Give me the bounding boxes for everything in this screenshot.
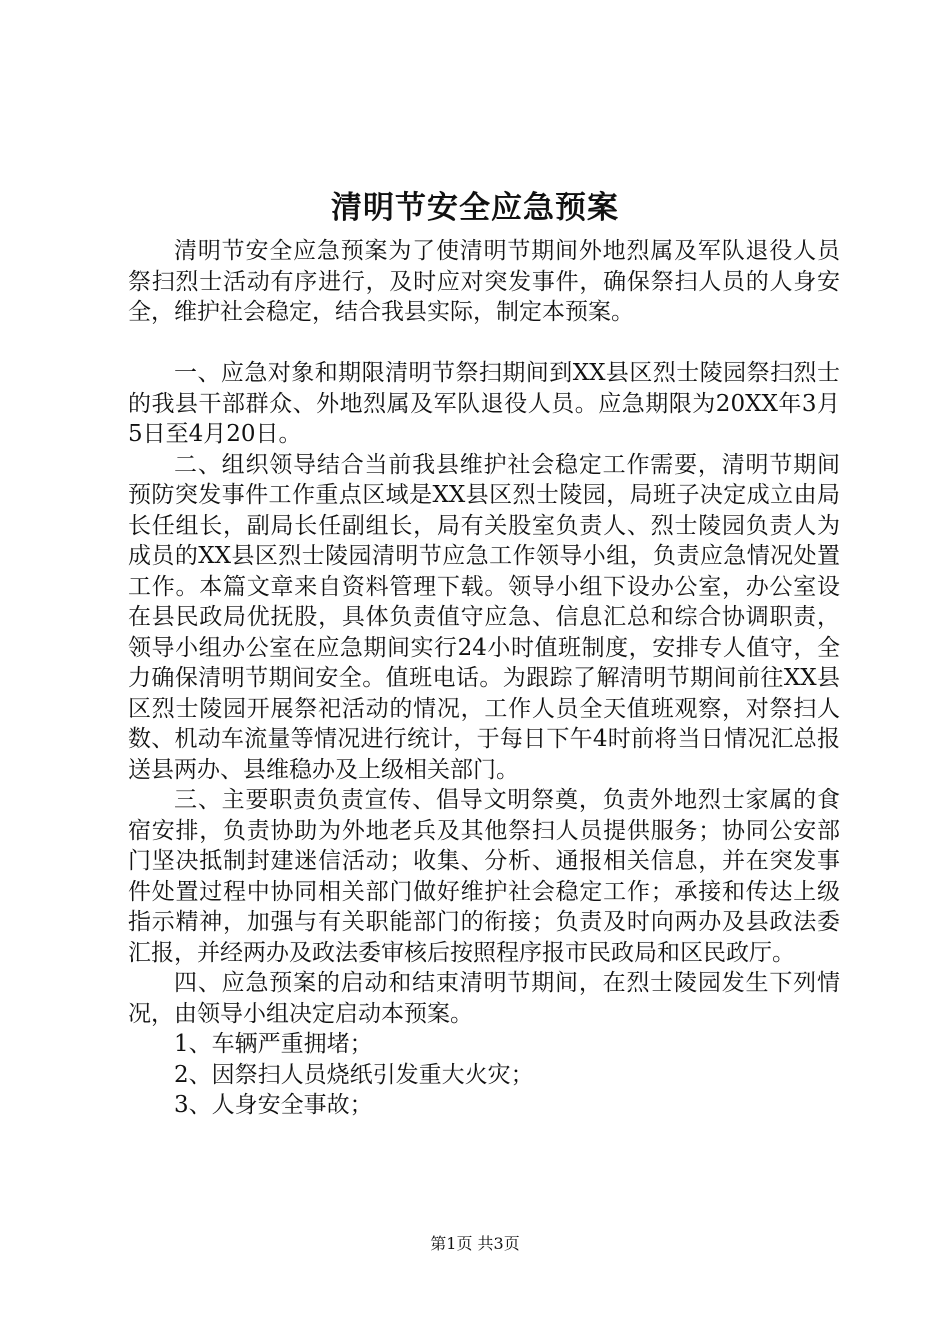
list-item: 2、因祭扫人员烧纸引发重大火灾； [174,1061,534,1088]
list-item: 1、车辆严重拥堵； [174,1031,373,1057]
paragraph-intro: 清明节安全应急预案为了使清明节期间外地烈属及军队退役人员祭扫烈士活动有序进行，及时应对突发事件，确保祭扫人员的人身安全，维护社会稳定，结合我县实际，制定本预案。 [128,238,840,325]
page-footer: 第1页 共3页 [430,1234,520,1253]
paragraph-section-2: 二、组织领导结合当前我县维护社会稳定工作需要，清明节期间预防突发事件工作重点区域是XX县区烈士陵园，局班子决定成立由局长任组长，副局长任副组长，局有关股室负责人、烈士陵园负责人为成员的XX县区烈士陵园清明节应急工作领导小组，负责应急情况处置工作。本篇文章来自资料管理下载。领导小组下设办公室，办公室设在县民政局优抚股，具体负责值守应急、信息汇总和综合协调职责，领导小组办公室在应急期间实行24小时值班制度，安排专人值守，全力确保清明节期间安全。值班电话。为跟踪了解清明节期间前往XX县区烈士陵园开展祭祀活动的情况，工作人员全天值班观察，对祭扫人数、机动车流量等情况进行统计，于每日下午4时前将当日情况汇总报送县两办、县维稳办及上级相关部门。 [128,451,840,783]
list-item: 3、人身安全事故； [174,1092,373,1118]
paragraph-section-3: 三、主要职责负责宣传、倡导文明祭奠，负责外地烈士家属的食宿安排，负责协助为外地老兵及其他祭扫人员提供服务；协同公安部门坚决抵制封建迷信活动；收集、分析、通报相关信息，并在突发事件处置过程中协同相关部门做好维护社会稳定工作；承接和传达上级指示精神，加强与有关职能部门的衔接；负责及时向两办及县政法委汇报，并经两办及政法委审核后按照程序报市民政局和区民政厅。 [128,787,840,966]
document-body [128,236,840,1121]
document-title: 清明节安全应急预案 [331,190,619,226]
paragraph-section-4: 四、应急预案的启动和结束清明节期间，在烈士陵园发生下列情况，由领导小组决定启动本预案。 [128,970,840,1027]
paragraph-section-1: 一、应急对象和期限清明节祭扫期间到XX县区烈士陵园祭扫烈士的我县干部群众、外地烈属及军队退役人员。应急期限为20XX年3月5日至4月20日。 [128,360,840,447]
blank-line [128,328,840,359]
